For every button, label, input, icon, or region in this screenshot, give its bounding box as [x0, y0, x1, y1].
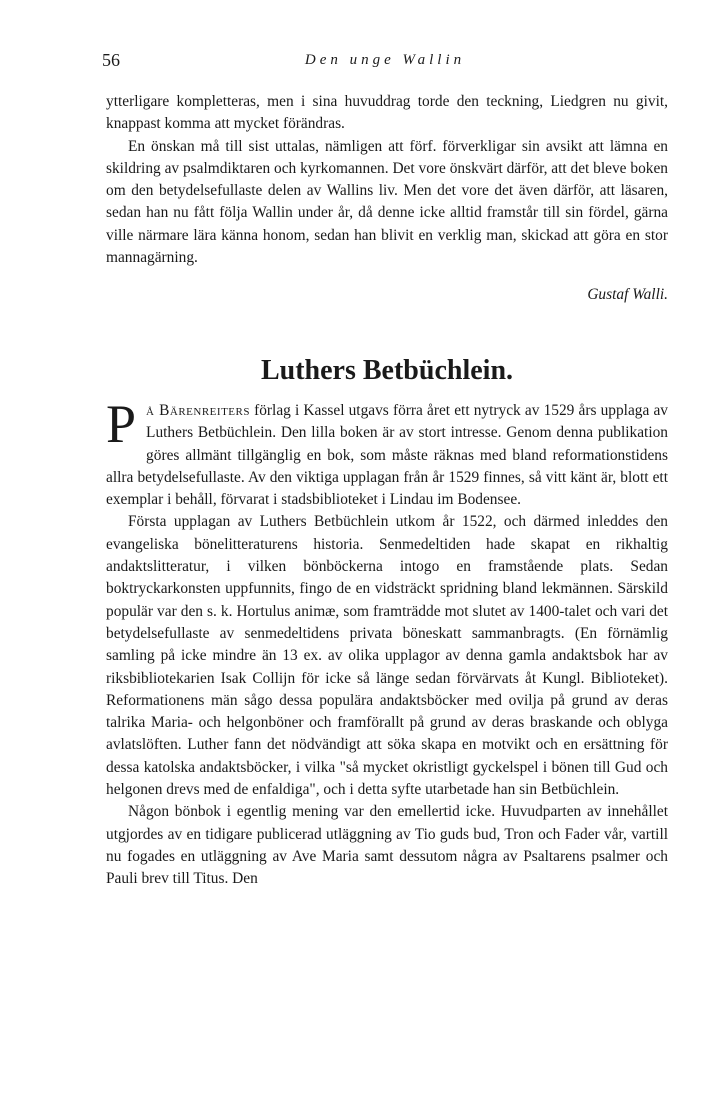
- running-title: Den unge Wallin: [304, 52, 466, 68]
- paragraph: ytterligare kompletteras, men i sina huvuddrag torde den teckning, Liedgren nu givit, knappast komma att mycket förändras.: [106, 93, 668, 133]
- article-title: Luthers Betbüchlein.: [260, 355, 514, 386]
- paragraph: Första upplagan av Luthers Betbüchlein utkom år 1522, och därmed inleddes den evangeliska bönelitteraturens historia. Senmedeltiden hade skapat en rikhaltig andaktslitteratur, i vilken bönböckerna intogo en framstående plats. Sedan boktryckarkonsten uppfunnits, fingo de en vidsträckt spridning bland lekmännen. Särskild populär var den s. k. Hortulus animæ, som framträdde mot slutet av 1400-talet och vari det betydelsefullaste av senmedeltidens privata böneskatt sammanbragts. (En förnämlig samling på icke mindre än 13 ex. av olika upplagor av denna gamla andaktsbok har av riksbibliotekarien Isak Collijn för icke så länge sedan förvärvats åt Kungl. Biblioteket). Reformationens män sågo dessa populära andaktsböcker med ovilja på grund av deras talrika Maria- och helgonböner och framförallt på grund av deras braskande och oblyga avlatslöften. Luther fann det nödvändigt att söka skapa en motvikt och en ersättning för dessa katolska andaktsböcker, i vilka "så mycket okristligt gyckelspel i bönen till Gud och helgonen drevs med de enfaldiga", och i detta syfte utarbetade han sin Betbüchlein.: [106, 513, 668, 799]
- review-conclusion: [106, 91, 668, 269]
- author-signature: Gustaf Walli.: [587, 286, 668, 303]
- paragraph: En önskan må till sist uttalas, nämligen att förf. förverkligar sin avsikt att lämna en skildring av psalmdiktaren och kyrkomannen. Det vore önskvärt därför, att det bleve boken om den betydelsefullaste delen av Wallins liv. Men det vore det även därför, att läsaren, sedan han nu fått följa Wallin under år, då denne icke alltid framstår till sin fördel, gärna ville närmare lära känna honom, sedan han blivit en verklig man, skickad att göra en stor mannagärning.: [106, 137, 668, 267]
- paragraph: [106, 394, 668, 511]
- page-number: 56: [102, 50, 120, 70]
- running-head: [102, 50, 668, 76]
- article-body: [106, 394, 668, 891]
- paragraph: Någon bönbok i egentlig mening var den emellertid icke. Huvudparten av innehållet utgjordes av en tidigare publicerad utläggning av Tio guds bud, Tron och Fader vår, vartill nu fogades en utläggning av Ave Maria samt dessutom några av Psaltarens psalmer och Pauli brev till Titus. Den: [106, 803, 668, 888]
- lead-small-caps: å Bärenreiters: [146, 402, 250, 419]
- paragraph-text: förlag i Kassel utgavs förra året ett nytryck av 1529 års upplaga av Luthers Betbüchlein. Den lilla boken är av stort intresse. Genom denna publikation göres allmänt tillgänglig en bok, som måste räknas med bland reformationstidens allra betydelsefullaste. Av den viktiga upplagan från år 1529 finnes, så vitt känt är, blott ett exemplar i behåll, förvarat i stadsbiblioteket i Lindau im Bodensee.: [106, 402, 668, 509]
- drop-cap: P: [106, 394, 137, 454]
